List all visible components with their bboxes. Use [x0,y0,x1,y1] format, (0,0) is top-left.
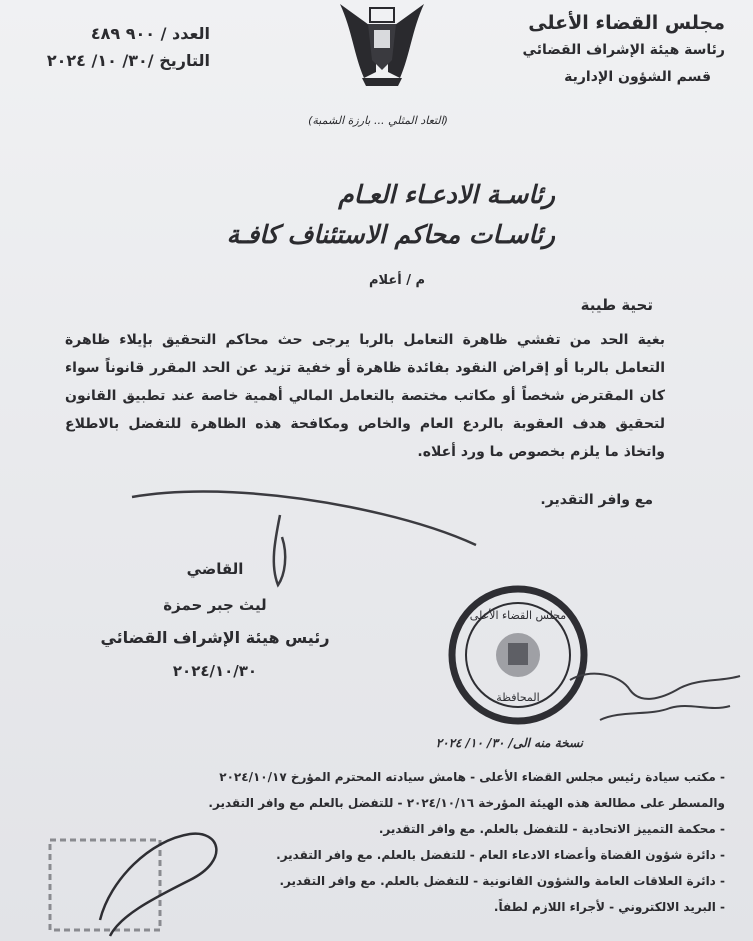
faded-stamp-icon [40,820,250,940]
distribution-item: والمسطر على مطالعة هذه الهيئة المؤرخة ٢٠٢٤/١٠/١٦ - للتفضل بالعلم مع وافر التقدير. [208,796,725,810]
sub-org-name: رئاسة هيئة الإشراف القضائي [522,42,725,58]
iraq-eagle-emblem-icon [332,0,432,90]
signatory-position: رئيس هيئة الإشراف القضائي [100,628,330,647]
emblem-motto: (التعاد المثلي ... بارزة الشمبة) [308,114,448,127]
addressee-line-2: رئاسـات محاكم الاستئناف كافـة [226,220,555,249]
distribution-item: - البريد الالكتروني - لأجراء اللازم لطفاً. [493,900,725,914]
reference-block [38,20,210,74]
letter-body: بغية الحد من تفشي ظاهرة التعامل بالربا يرجى حث محاكم التحقيق بإيلاء ظاهرة التعامل بالربا أو إقراض النقود بفائدة ظاهرة أو خفية تزيد عن الحد المقرر قانوناً سواء كان المقترض شخصاً أو مكاتب مختصة بالتعامل المالي أهمية خاصة عند تطبيق القانون لتحقيق هدف العقوبة بالردع العام والخاص ومكافحة هذه الظاهرة للتفضل بالاطلاع واتخاذ ما يلزم بخصوص ما ورد أعلاه. [65,332,665,460]
signatory-title: القاضي [186,560,244,578]
signatory-name: ليث جبر حمزة [163,596,267,614]
org-name: مجلس القضاء الأعلى [528,12,725,34]
copy-to-note: نسخة منه الى/ ٣٠/ ١٠/ ٢٠٢٤ [435,736,583,750]
distribution-item: - دائرة شؤون القضاة وأعضاء الادعاء العام - للتفضل بالعلم. مع وافر التقدير. [276,848,725,862]
handwritten-signature-stroke-icon [130,485,480,605]
distribution-item: - محكمة التمييز الاتحادية - للتفضل بالعلم. مع وافر التقدير. [378,822,725,836]
distribution-item: - دائرة العلاقات العامة والشؤون القانونية - للتفضل بالعلم. مع وافر التقدير. [279,874,725,888]
reference-date: التاريخ /٣٠/ ١٠/ ٢٠٢٤ [46,51,210,70]
addressee-line-1: رئاسـة الادعـاء العـام [338,180,555,209]
seal-text: مجلس القضاء الأعلى [469,609,567,622]
subject-line: م / أعلام [368,273,425,288]
department-name: قسم الشؤون الإدارية [564,69,711,85]
handwritten-annotation-icon [560,660,750,748]
greeting: تحية طيبة [580,296,653,314]
distribution-item: - مكتب سيادة رئيس مجلس القضاء الأعلى - هامش سيادته المحترم المؤرخ ٢٠٢٤/١٠/١٧ [219,770,725,784]
closing-line: مع وافر التقدير. [540,492,653,508]
seal-bottom-text: المحافظة [496,691,540,704]
signature-date: ٢٠٢٤/١٠/٣٠ [172,662,258,680]
reference-number: العدد / ٩٠٠ ٤٨٩ [90,24,210,43]
letterhead-org-block [523,10,725,91]
